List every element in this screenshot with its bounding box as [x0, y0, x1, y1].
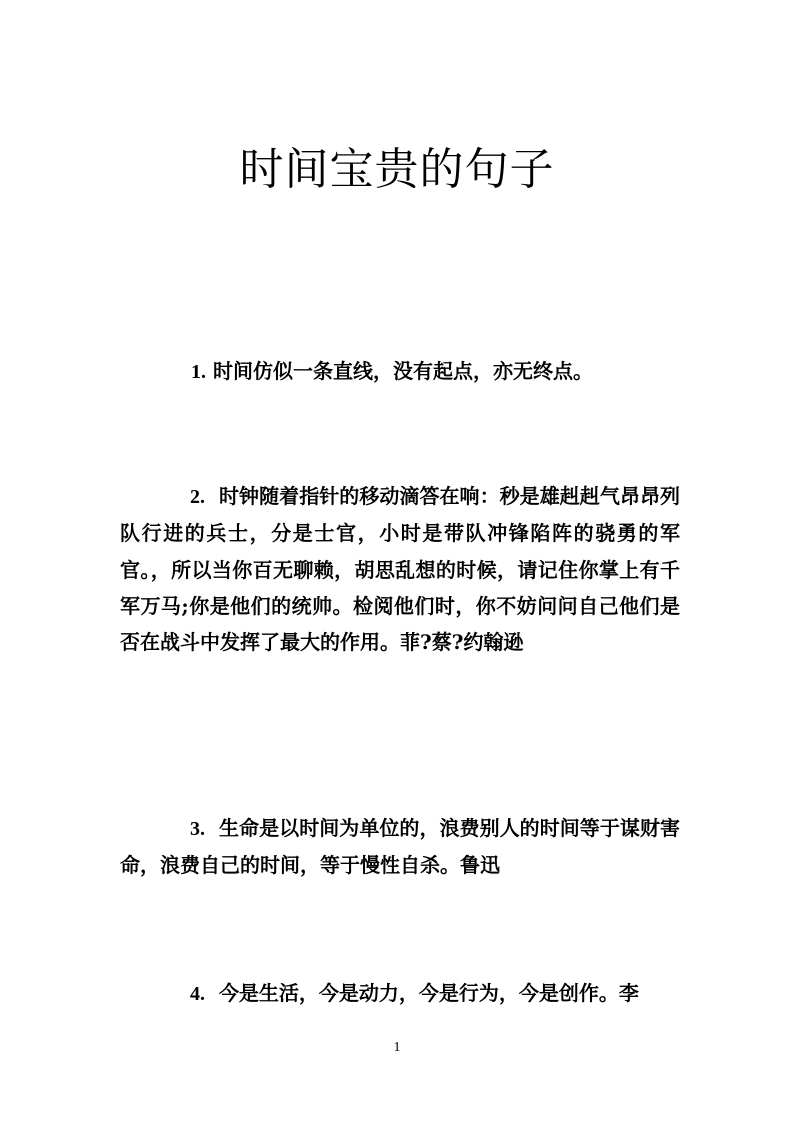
paragraph-1 — [191, 353, 681, 390]
paragraph-text: 时钟随着指针的移动滴答在响：秒是雄赳赳气昂昂列队行进的兵士，分是士官，小时是带队冲锋陷阵的骁勇的军官。，所以当你百无聊赖，胡思乱想的时候，请记住你掌上有千军万马;你是他们的统帅。检阅他们时，你不妨问问自己他们是否在战斗中发挥了最大的作用。菲?蔡?约翰逊 — [120, 484, 680, 655]
paragraph-number: 3. — [190, 818, 205, 840]
paragraph-number: 4. — [190, 983, 205, 1005]
paragraph-4 — [120, 975, 680, 1012]
paragraph-3 — [120, 810, 680, 884]
paragraph-text: 今是生活，今是动力，今是行为，今是创作。李 — [218, 981, 639, 1005]
page-number: 1 — [393, 1040, 401, 1055]
paragraph-number: 2. — [190, 486, 205, 508]
paragraph-number: 1. — [191, 361, 206, 383]
paragraph-2 — [120, 478, 680, 660]
document-title: 时间宝贵的句子 — [239, 144, 555, 195]
paragraph-text: 生命是以时间为单位的，浪费别人的时间等于谋财害命，浪费自己的时间，等于慢性自杀。鲁迅 — [120, 816, 680, 878]
paragraph-text: 时间仿似一条直线，没有起点，亦无终点。 — [212, 359, 593, 383]
